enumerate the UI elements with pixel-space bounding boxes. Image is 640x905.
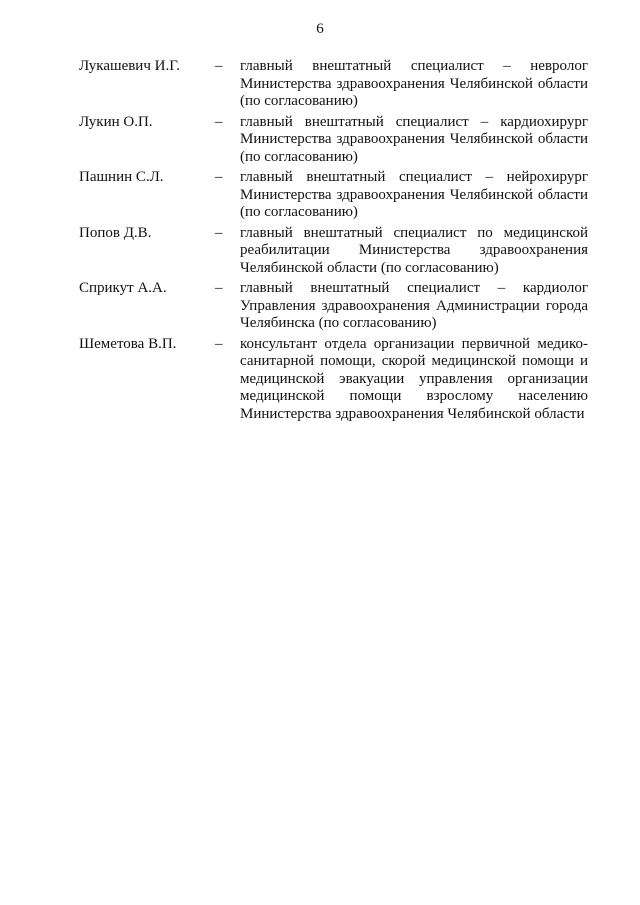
member-name: Пашнин С.Л. [79, 169, 164, 185]
member-name: Шеметова В.П. [79, 335, 177, 352]
member-name: Лукашевич И.Г. [79, 58, 180, 74]
member-name: Сприкут А.А. [79, 280, 167, 296]
member-position: главный внештатный специалист – нейрохирург Министерства здравоохранения Челябинской области (по согласованию) [240, 169, 588, 220]
member-position: главный внештатный специалист по медицинской реабилитации Министерства здравоохранения Челябинской области (по согласованию) [240, 224, 588, 276]
member-position: главный внештатный специалист – кардиохирург Министерства здравоохранения Челябинской области (по согласованию) [240, 113, 588, 165]
dash-separator: – [215, 113, 223, 130]
member-list [79, 58, 589, 426]
list-item [79, 169, 589, 222]
member-name: Попов Д.В. [79, 224, 152, 241]
dash-separator: – [215, 169, 223, 185]
list-item [79, 280, 589, 333]
member-position: главный внештатный специалист – кардиолог Управления здравоохранения Администрации города Челябинска (по согласованию) [240, 280, 588, 331]
member-position: главный внештатный специалист – невролог Министерства здравоохранения Челябинской области (по согласованию) [240, 58, 588, 109]
member-position: консультант отдела организации первичной медико-санитарной помощи, скорой медицинской помощи и медицинской эвакуации управления организации медицинской помощи взрослому населению Министерства здравоохранения Челябинской области [240, 335, 588, 422]
list-item [79, 114, 589, 167]
list-item [79, 225, 589, 278]
page-number: 6 [316, 21, 324, 37]
dash-separator: – [215, 58, 223, 74]
list-item [79, 336, 589, 424]
member-name: Лукин О.П. [79, 113, 153, 130]
dash-separator: – [215, 335, 223, 352]
list-item [79, 58, 589, 111]
dash-separator: – [215, 224, 223, 241]
dash-separator: – [215, 280, 223, 296]
